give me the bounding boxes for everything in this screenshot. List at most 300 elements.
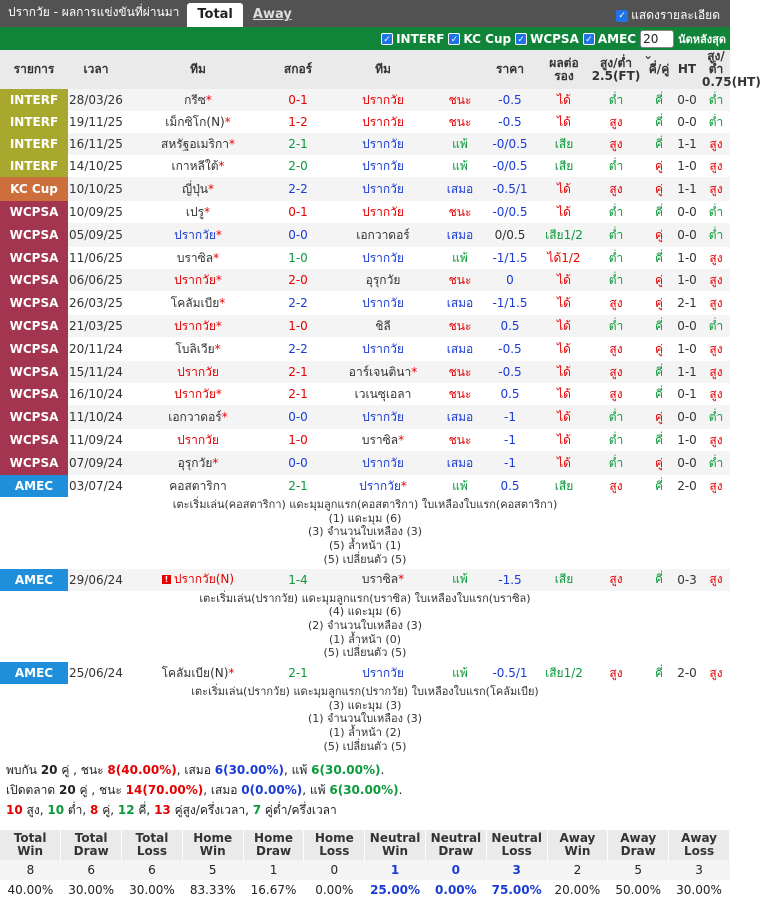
stats-count: 1	[243, 860, 304, 880]
summary-value: 8	[107, 762, 116, 777]
detail-line: (1) จำนวนใบเหลือง (3)	[307, 712, 423, 726]
away-team[interactable]	[324, 177, 442, 201]
away-team[interactable]	[324, 361, 442, 383]
match-detail	[0, 684, 730, 756]
odds: -0.5/1	[478, 662, 542, 684]
team-name: ปรากวัย	[362, 114, 404, 129]
over-under-ht: ต่ำ	[702, 315, 730, 337]
summary-value: 6	[311, 762, 320, 777]
table-row[interactable]	[0, 475, 730, 497]
home-team[interactable]	[124, 111, 272, 133]
odd-even: คู่	[646, 337, 672, 361]
over-under: ต่ำ	[586, 89, 646, 111]
over-under-ht: สูง	[702, 155, 730, 177]
half-time-score: 1-0	[672, 155, 702, 177]
handicap-result: ได้	[542, 361, 586, 383]
over-under-ht: สูง	[702, 569, 730, 591]
league-badge: WCPSA	[0, 361, 68, 383]
odds: 0.5	[478, 383, 542, 405]
check-icon[interactable]: ✓	[583, 33, 595, 45]
match-result: ชนะ	[442, 383, 478, 405]
match-result: แพ้	[442, 133, 478, 155]
team-name: ปรากวัย	[362, 341, 404, 356]
score[interactable]: 0-0	[272, 223, 324, 247]
score[interactable]: 2-2	[272, 177, 324, 201]
stats-count: 2	[547, 860, 608, 880]
handicap-result: เสีย1/2	[542, 662, 586, 684]
match-detail	[0, 591, 730, 663]
score[interactable]: 2-1	[272, 383, 324, 405]
match-result: เสมอ	[442, 337, 478, 361]
stats-header-row	[0, 830, 730, 860]
score[interactable]: 2-1	[272, 361, 324, 383]
check-icon[interactable]: ✓	[381, 33, 393, 45]
star-mark: *	[215, 227, 222, 242]
check-icon[interactable]: ✓	[448, 33, 460, 45]
home-team[interactable]	[124, 475, 272, 497]
stats-percent: 25.00%	[370, 882, 421, 897]
league-badge: INTERF	[0, 111, 68, 133]
odds: 0	[478, 269, 542, 291]
half-time-score: 1-1	[672, 361, 702, 383]
score[interactable]: 0-1	[272, 201, 324, 223]
summary-text: พบกัน	[6, 762, 41, 777]
stats-col-header: Neutral Loss	[486, 830, 547, 860]
league-badge: AMEC	[0, 662, 68, 684]
half-time-score: 0-0	[672, 111, 702, 133]
away-team[interactable]	[324, 133, 442, 155]
check-icon[interactable]: ✓	[515, 33, 527, 45]
odd-even: คี่	[646, 315, 672, 337]
odd-even: คี่	[646, 133, 672, 155]
team-name: ปรากวัย	[362, 92, 404, 107]
star-mark: *	[224, 114, 231, 129]
odd-even: คี่	[646, 111, 672, 133]
half-time-score: 1-0	[672, 337, 702, 361]
summary-value: 7	[252, 802, 262, 817]
match-date: 14/10/25	[68, 155, 124, 177]
stats-col-header: Home Loss	[304, 830, 365, 860]
away-team[interactable]	[324, 405, 442, 429]
summary-text: คู่ , ชนะ	[75, 782, 126, 797]
league-badge: WCPSA	[0, 451, 68, 475]
over-under-ht: ต่ำ	[702, 405, 730, 429]
half-time-score: 1-1	[672, 133, 702, 155]
half-time-score: 1-0	[672, 429, 702, 451]
stats-percent: 40.00%	[7, 882, 54, 897]
table-row[interactable]	[0, 383, 730, 405]
team-name: บราซิล	[176, 250, 214, 265]
home-team[interactable]	[124, 177, 272, 201]
score[interactable]: 2-1	[272, 133, 324, 155]
away-team[interactable]	[324, 569, 442, 591]
half-time-score: 2-0	[672, 662, 702, 684]
team-name: ปรากวัย	[174, 386, 216, 401]
odds: -0/0.5	[478, 201, 542, 223]
summary-text: , แพ้	[284, 762, 312, 777]
over-under-ht: สูง	[702, 429, 730, 451]
match-detail-row	[0, 497, 730, 569]
odds: -0.5	[478, 337, 542, 361]
odds: 0.5	[478, 475, 542, 497]
summary-text: เปิดตลาด	[6, 782, 60, 797]
match-date: 25/06/24	[68, 662, 124, 684]
over-under-ht: สูง	[702, 269, 730, 291]
home-team[interactable]	[124, 405, 272, 429]
league-badge: INTERF	[0, 155, 68, 177]
team-name: ปรากวัย(N)	[173, 572, 235, 587]
score[interactable]: 2-0	[272, 269, 324, 291]
table-row[interactable]	[0, 405, 730, 429]
score[interactable]: 1-0	[272, 247, 324, 269]
away-team[interactable]	[324, 89, 442, 111]
odds: -0/0.5	[478, 155, 542, 177]
home-team[interactable]	[124, 315, 272, 337]
team-name: ชิลี	[375, 318, 391, 333]
handicap-result: เสีย	[542, 569, 586, 591]
team-name: ปรากวัย	[362, 204, 404, 219]
over-under: สูง	[586, 133, 646, 155]
handicap-result: เสีย1/2	[542, 223, 586, 247]
over-under: สูง	[586, 662, 646, 684]
table-row[interactable]	[0, 269, 730, 291]
home-team[interactable]	[124, 133, 272, 155]
half-time-score: 0-0	[672, 201, 702, 223]
team-name: เม็กซิโก(N)	[165, 114, 225, 129]
over-under: ต่ำ	[586, 315, 646, 337]
detail-line: เตะเริ่มเล่น(ปรากวัย) แดะมุมลูกแรก(บราซิล) ใบเหลืองใบแรก(บราซิล)	[199, 591, 531, 605]
league-badge: AMEC	[0, 569, 68, 591]
away-team[interactable]	[324, 291, 442, 315]
team-name: ปรากวัย	[362, 158, 404, 173]
team-name: บราซิล	[361, 432, 399, 447]
stats-table	[0, 830, 730, 900]
table-row[interactable]	[0, 155, 730, 177]
league-badge: INTERF	[0, 133, 68, 155]
star-mark: *	[411, 364, 418, 379]
team-name: ปรากวัย	[174, 227, 216, 242]
table-row[interactable]	[0, 133, 730, 155]
summary-value: 20	[59, 782, 76, 797]
summary-text: , เสมอ	[176, 762, 215, 777]
team-name: เอกวาดอร์	[168, 409, 222, 424]
stats-percent: 83.33%	[189, 882, 236, 897]
away-team[interactable]	[324, 201, 442, 223]
over-under-ht: สูง	[702, 475, 730, 497]
score[interactable]: 1-0	[272, 429, 324, 451]
match-result: แพ้	[442, 569, 478, 591]
summary-value: 6	[329, 782, 338, 797]
table-row[interactable]	[0, 662, 730, 684]
odd-even: คู่	[646, 291, 672, 315]
score[interactable]: 1-4	[272, 569, 324, 591]
handicap-result: ได้	[542, 337, 586, 361]
summary-value: 10	[47, 802, 65, 817]
away-team[interactable]	[324, 111, 442, 133]
over-under-ht: สูง	[702, 361, 730, 383]
odd-even: คี่	[646, 429, 672, 451]
summary-text: .	[398, 782, 403, 797]
team-name: กรีซ	[184, 92, 206, 107]
away-team[interactable]	[324, 247, 442, 269]
over-under: ต่ำ	[586, 405, 646, 429]
handicap-result: ได้1/2	[542, 247, 586, 269]
star-mark: *	[205, 92, 212, 107]
team-name: ญี่ปุ่น	[181, 181, 209, 196]
page-title: ปรากวัย - ผลการแข่งขันที่ผ่านมา	[8, 5, 180, 19]
top-bar	[0, 0, 730, 27]
home-team[interactable]	[124, 201, 272, 223]
home-team[interactable]	[124, 247, 272, 269]
over-under-ht: ต่ำ	[702, 223, 730, 247]
half-time-score: 0-0	[672, 451, 702, 475]
home-team[interactable]	[124, 383, 272, 405]
stats-col-header: Total Loss	[122, 830, 183, 860]
team-name: ปรากวัย	[362, 409, 404, 424]
summary-value: 14	[125, 782, 143, 797]
league-badge: WCPSA	[0, 291, 68, 315]
odd-even: คี่	[646, 361, 672, 383]
odds: 0.5	[478, 315, 542, 337]
home-team[interactable]	[124, 361, 272, 383]
stats-count: 3	[486, 860, 547, 880]
table-row[interactable]	[0, 429, 730, 451]
col-header: สูง/ต่ำ 0.75(HT)	[702, 49, 761, 89]
score[interactable]: 0-1	[272, 89, 324, 111]
filter-kc-cup[interactable]	[448, 32, 511, 46]
odds: -0.5/1	[478, 177, 542, 201]
team-name: อุรุกวัย	[365, 272, 401, 287]
table-row[interactable]	[0, 247, 730, 269]
stats-col-header: Away Loss	[669, 830, 730, 860]
star-mark: *	[398, 432, 405, 447]
table-row[interactable]	[0, 111, 730, 133]
filter-label: WCPSA	[530, 31, 579, 46]
league-badge: KC Cup	[0, 177, 68, 201]
odds: -0/0.5	[478, 133, 542, 155]
summary-text: .	[380, 762, 385, 777]
stats-count: 1	[365, 860, 426, 880]
league-badge: INTERF	[0, 89, 68, 111]
score[interactable]: 2-0	[272, 155, 324, 177]
table-row[interactable]	[0, 89, 730, 111]
handicap-result: ได้	[542, 111, 586, 133]
match-result: ชนะ	[442, 201, 478, 223]
summary-text: คู่,	[98, 802, 118, 817]
home-team[interactable]	[124, 662, 272, 684]
team-name: เกาหลีใต้	[171, 158, 219, 173]
home-team[interactable]	[124, 337, 272, 361]
away-team[interactable]	[324, 475, 442, 497]
away-team[interactable]	[324, 451, 442, 475]
match-result: แพ้	[442, 475, 478, 497]
detail-line: (5) เปลี่ยนตัว (5)	[323, 739, 407, 753]
table-row[interactable]	[0, 291, 730, 315]
col-header	[442, 50, 478, 89]
team-name: ปรากวัย	[362, 665, 404, 680]
over-under: ต่ำ	[586, 247, 646, 269]
filter-interf[interactable]	[381, 32, 444, 46]
score[interactable]: 2-1	[272, 662, 324, 684]
league-badge: WCPSA	[0, 315, 68, 337]
stats-percent: 0.00%	[315, 882, 354, 897]
home-team[interactable]	[124, 429, 272, 451]
away-team[interactable]	[324, 155, 442, 177]
table-row[interactable]	[0, 223, 730, 247]
home-team[interactable]	[124, 89, 272, 111]
match-result: ชนะ	[442, 429, 478, 451]
tab-away[interactable]: Away	[252, 7, 292, 22]
match-count-value: 20	[643, 31, 659, 46]
away-team[interactable]	[324, 429, 442, 451]
away-team[interactable]	[324, 315, 442, 337]
match-result: แพ้	[442, 662, 478, 684]
home-team[interactable]	[124, 223, 272, 247]
team-name: ปรากวัย	[177, 432, 219, 447]
over-under: สูง	[586, 291, 646, 315]
table-row[interactable]	[0, 201, 730, 223]
team-name: เปรู	[185, 204, 205, 219]
over-under-ht: สูง	[702, 662, 730, 684]
score[interactable]: 2-2	[272, 337, 324, 361]
tab-total[interactable]: Total	[187, 3, 243, 27]
over-under-ht: สูง	[702, 291, 730, 315]
match-result: ชนะ	[442, 315, 478, 337]
col-header: HT	[672, 50, 702, 89]
summary-text: คี่,	[134, 802, 155, 817]
team-name: เอกวาดอร์	[356, 227, 410, 242]
match-date: 11/09/24	[68, 429, 124, 451]
stats-col-header: Home Win	[182, 830, 243, 860]
stats-col-header: Home Draw	[243, 830, 304, 860]
home-team[interactable]	[124, 569, 272, 591]
odds: -1	[478, 405, 542, 429]
half-time-score: 2-0	[672, 475, 702, 497]
home-team[interactable]	[124, 451, 272, 475]
away-team[interactable]	[324, 337, 442, 361]
home-team[interactable]	[124, 269, 272, 291]
results-body	[0, 89, 730, 756]
league-badge: WCPSA	[0, 383, 68, 405]
home-team[interactable]	[124, 291, 272, 315]
away-team[interactable]	[324, 269, 442, 291]
match-result: เสมอ	[442, 405, 478, 429]
over-under-ht: ต่ำ	[702, 201, 730, 223]
filter-label: AMEC	[597, 31, 637, 46]
check-icon[interactable]: ✓	[616, 10, 628, 22]
show-detail-toggle[interactable]	[616, 6, 720, 25]
stats-col-header: Total Draw	[61, 830, 122, 860]
handicap-result: ได้	[542, 201, 586, 223]
table-row[interactable]	[0, 569, 730, 591]
score[interactable]: 2-1	[272, 475, 324, 497]
match-result: เสมอ	[442, 451, 478, 475]
odd-even: คู่	[646, 451, 672, 475]
match-date: 10/10/25	[68, 177, 124, 201]
summary-text: คู่สูง/ครึ่งเวลา,	[170, 802, 253, 817]
filter-amec[interactable]	[583, 32, 636, 46]
table-row[interactable]	[0, 315, 730, 337]
away-team[interactable]	[324, 223, 442, 247]
league-badge: WCPSA	[0, 337, 68, 361]
match-result: แพ้	[442, 155, 478, 177]
league-badge: WCPSA	[0, 429, 68, 451]
score[interactable]: 2-2	[272, 291, 324, 315]
over-under: ต่ำ	[586, 429, 646, 451]
team-name: ปรากวัย	[362, 136, 404, 151]
table-row[interactable]	[0, 177, 730, 201]
away-team[interactable]	[324, 662, 442, 684]
col-header: เวลา	[68, 50, 124, 89]
odd-even: คี่	[646, 201, 672, 223]
score[interactable]: 1-0	[272, 315, 324, 337]
odds: -1	[478, 451, 542, 475]
star-mark: *	[228, 136, 235, 151]
table-row[interactable]	[0, 361, 730, 383]
match-date: 16/11/25	[68, 133, 124, 155]
score[interactable]: 0-0	[272, 405, 324, 429]
over-under: สูง	[586, 177, 646, 201]
table-row[interactable]	[0, 451, 730, 475]
star-mark: *	[214, 341, 221, 356]
over-under: สูง	[586, 475, 646, 497]
stats-count: 0	[304, 860, 365, 880]
match-date: 20/11/24	[68, 337, 124, 361]
summary-value: (30.00%)	[223, 762, 285, 777]
match-date: 29/06/24	[68, 569, 124, 591]
stats-count: 5	[608, 860, 669, 880]
summary-value: 20	[40, 762, 58, 777]
home-team[interactable]	[124, 155, 272, 177]
star-mark: *	[215, 318, 222, 333]
over-under-ht: ต่ำ	[702, 89, 730, 111]
stats-count: 8	[0, 860, 61, 880]
match-count-select[interactable]	[640, 30, 674, 62]
team-name: ปรากวัย	[362, 295, 404, 310]
handicap-result: ได้	[542, 89, 586, 111]
detail-line: (3) จำนวนใบเหลือง (3)	[307, 525, 423, 539]
league-badge: WCPSA	[0, 201, 68, 223]
match-result: เสมอ	[442, 177, 478, 201]
team-name: ปรากวัย	[362, 181, 404, 196]
half-time-score: 1-1	[672, 177, 702, 201]
odds: -1/1.5	[478, 291, 542, 315]
odds: -1/1.5	[478, 247, 542, 269]
filter-wcpsa[interactable]	[515, 32, 579, 46]
stats-count: 0	[425, 860, 486, 880]
odds: -1.5	[478, 569, 542, 591]
col-header: ทีม	[324, 50, 442, 89]
team-name: ปรากวัย	[362, 455, 404, 470]
over-under: ต่ำ	[586, 451, 646, 475]
over-under-ht: ต่ำ	[702, 111, 730, 133]
score[interactable]: 1-2	[272, 111, 324, 133]
summary-line-handicap	[6, 780, 724, 800]
odd-even: คี่	[646, 475, 672, 497]
away-team[interactable]	[324, 383, 442, 405]
match-date: 15/11/24	[68, 361, 124, 383]
summary-line-matches	[6, 760, 724, 780]
col-header: คี่/คู่	[646, 50, 672, 89]
score[interactable]: 0-0	[272, 451, 324, 475]
star-mark: *	[221, 409, 228, 424]
match-date: 26/03/25	[68, 291, 124, 315]
summary-text: , เสมอ	[203, 782, 242, 797]
table-row[interactable]	[0, 337, 730, 361]
match-result: เสมอ	[442, 291, 478, 315]
half-time-score: 0-3	[672, 569, 702, 591]
detail-line: (5) เปลี่ยนตัว (5)	[323, 552, 407, 566]
